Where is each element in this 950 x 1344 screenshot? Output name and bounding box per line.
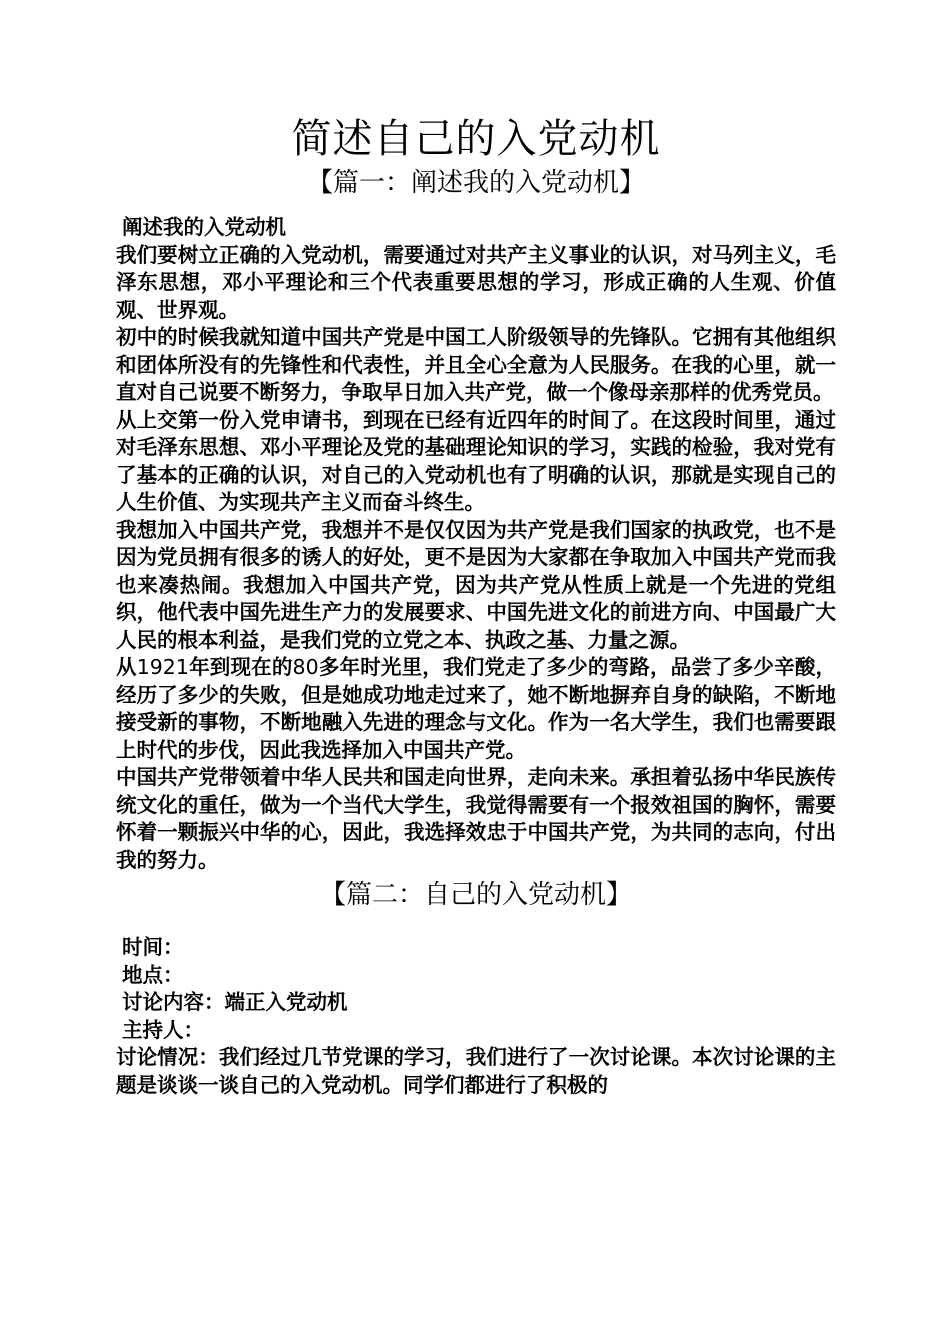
para6-part1: 从 — [116, 655, 137, 679]
para6-part2: 年到现在的 — [188, 655, 293, 679]
meeting-discussion-text: 讨论情况：我们经过几节党课的学习，我们进行了一次讨论课。本次讨论课的主题是谈谈一谈自己的入党动机。同学们都进行了积极的 — [116, 1045, 836, 1097]
section1-para-1: 阐述我的入党动机 — [122, 215, 286, 239]
meeting-host: 主持人： — [122, 1017, 204, 1042]
section1-para-2 — [116, 242, 836, 325]
section1-para-4-text: 从上交第一份入党申请书，到现在已经有近四年的时间了。在这段时间里，通过对毛泽东思想、邓小平理论及党的基础理论知识的学习，实践的检验，我对党有了基本的正确的认识，对自己的入党动机也有了明确的认识，那就是实现自己的人生价值、为实现共产主义而奋斗终生。 — [116, 407, 836, 514]
para6-year: 1921 — [136, 655, 189, 679]
meeting-topic: 讨论内容：端正入党动机 — [122, 990, 348, 1014]
para6-years: 80 — [292, 655, 319, 679]
section1-para-5 — [116, 517, 836, 655]
section2-heading: 【篇二：自己的入党动机】 — [319, 880, 632, 910]
section1-para-5-text: 我想加入中国共产党，我想并不是仅仅因为共产党是我们国家的执政党，也不是因为党员拥有很多的诱人的好处，更不是因为大家都在争取加入中国共产党而我也来凑热闹。我想加入中国共产党，因为共产党从性质上就是一个先进的党组织，他代表中国先进生产力的发展要求、中国先进文化的前进方向、中国最广大人民的根本利益，是我们党的立党之本、执政之基、力量之源。 — [116, 517, 836, 652]
section1-para-6 — [116, 654, 836, 764]
meeting-discussion — [116, 1044, 836, 1099]
document-page — [116, 112, 836, 1099]
section1-heading: 【篇一：阐述我的入党动机】 — [306, 168, 645, 198]
meeting-place: 地点： — [122, 962, 184, 987]
meeting-time: 时间： — [122, 935, 184, 959]
section1-para-3-text: 初中的时候我就知道中国共产党是中国工人阶级领导的先锋队。它拥有其他组织和团体所没有的先锋性和代表性，并且全心全意为人民服务。在我的心里，就一直对自己说要不断努力，争取早日加入共产党，做一个像母亲那样的优秀党员。 — [116, 325, 836, 404]
para6-part3: 多年时光里，我们党走了多少的弯路，品尝了多少辛酸，经历了多少的失败，但是她成功地走过来了，她不断地摒弃自身的缺陷，不断地接受新的事物，不断地融入先进的理念与文化。作为一名大学生，我们也需要跟上时代的步伐，因此我选择加入中国共产党。 — [116, 655, 837, 762]
section1-para-3 — [116, 324, 836, 407]
section1-para-7 — [116, 764, 836, 874]
document-title: 简述自己的入党动机 — [291, 116, 661, 162]
section1-para-7-text: 中国共产党带领着中华人民共和国走向世界，走向未来。承担着弘扬中华民族传统文化的重任，做为一个当代大学生，我觉得需要有一个报效祖国的胸怀，需要怀着一颗振兴中华的心，因此，我选择效忠于中国共产党，为共同的志向，付出我的努力。 — [116, 765, 836, 872]
section1-para-4 — [116, 407, 836, 517]
section1-para-2-text: 我们要树立正确的入党动机，需要通过对共产主义事业的认识，对马列主义，毛泽东思想，邓小平理论和三个代表重要思想的学习，形成正确的人生观、价值观、世界观。 — [116, 242, 836, 322]
